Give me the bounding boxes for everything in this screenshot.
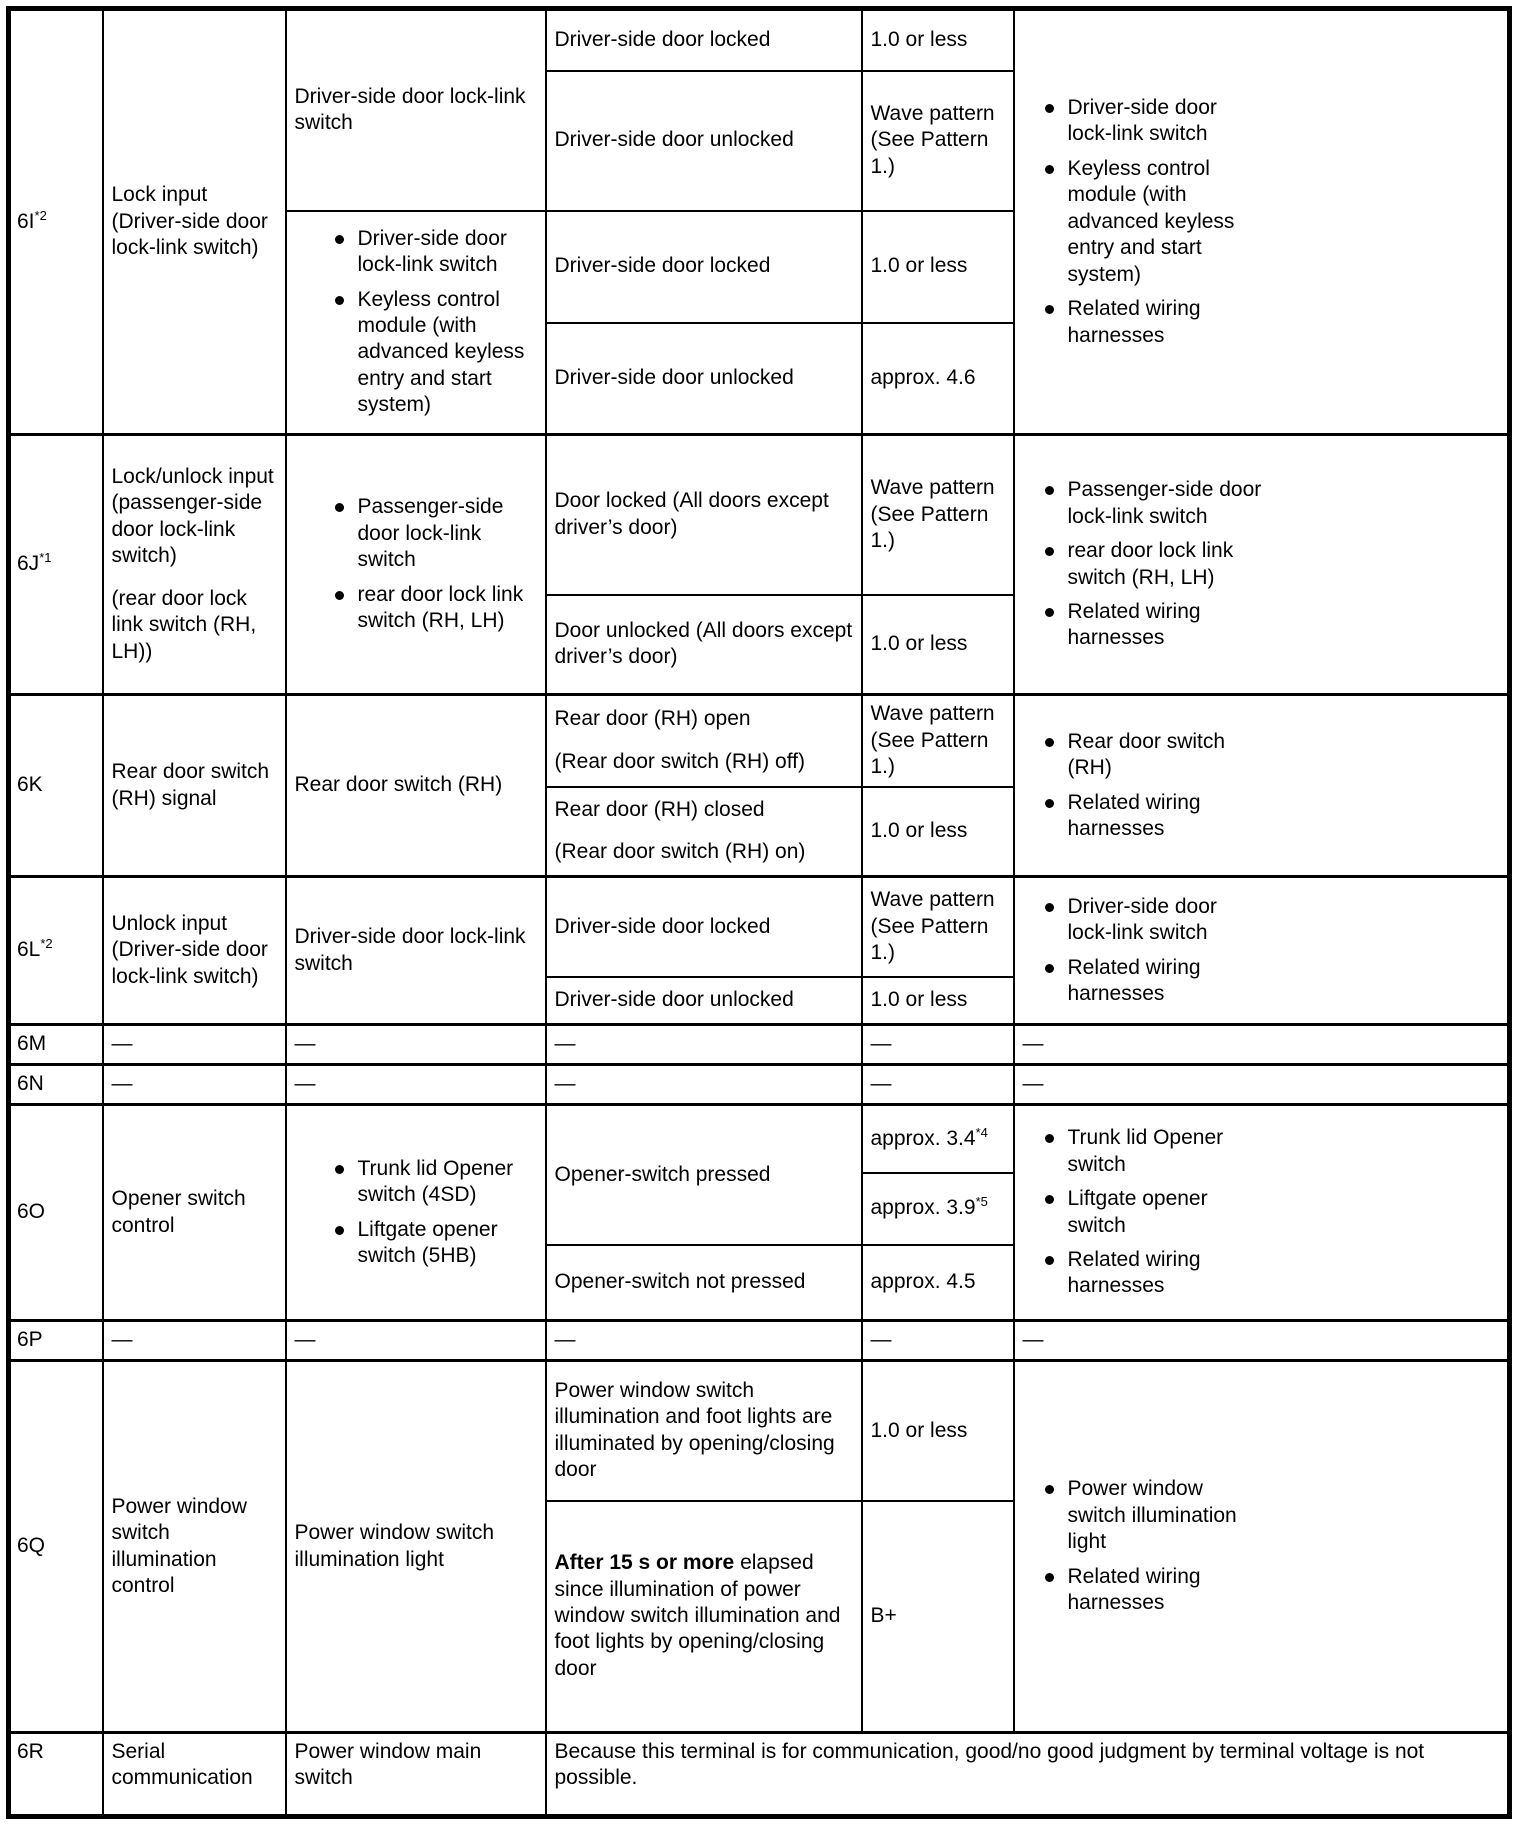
condition-text: Driver-side door unlocked [554, 988, 794, 1012]
bullet-icon [1045, 1573, 1054, 1582]
list-item [1045, 296, 1500, 349]
terminal-id: 6J [17, 552, 40, 576]
bullet-icon [1045, 104, 1054, 113]
connected-text: Driver-side door lock-link switch [294, 84, 526, 135]
bullet-icon [1045, 165, 1054, 174]
inspection-list [1023, 729, 1500, 843]
condition-cell [546, 695, 862, 787]
voltage-cell: — [862, 1065, 1014, 1105]
condition-text: Door locked (All doors except driver’s door) [554, 489, 829, 539]
connected-list [295, 226, 537, 419]
note-cell-6r: Because this terminal is for communication, good/no good judgment by terminal voltage is not possible. [546, 1733, 1510, 1817]
condition-text: Driver-side door locked [554, 254, 771, 278]
bullet-icon [1045, 305, 1054, 314]
bullet-icon [1045, 799, 1054, 808]
connected-cell-6n: — [286, 1065, 546, 1105]
signal-cell-6n: — [103, 1065, 286, 1105]
connected-cell-6q [286, 1361, 546, 1733]
signal-cell-6j [103, 435, 286, 695]
bullet-icon [1045, 486, 1054, 495]
table-row [9, 1321, 1510, 1361]
list-item [1045, 1564, 1500, 1617]
inspection-cell-6n: — [1014, 1065, 1510, 1105]
voltage-cell: — [862, 1025, 1014, 1065]
list-item-text: Rear door switch (RH) [1067, 729, 1226, 780]
bullet-icon [1045, 1485, 1054, 1494]
connected-cell-6k [286, 695, 546, 877]
inspection-list [1023, 894, 1500, 1008]
condition-text: Driver-side door locked [554, 28, 771, 52]
list-item [1045, 1125, 1500, 1178]
condition-cell: — [546, 1025, 862, 1065]
connected-list [295, 1156, 537, 1270]
table-row [9, 1733, 1510, 1817]
bullet-icon [335, 296, 344, 305]
list-item-text: Related wiring harnesses [1067, 1564, 1201, 1615]
list-item [1045, 790, 1500, 843]
connected-text: Power window switch illumination light [294, 1521, 495, 1571]
voltage-cell [862, 435, 1014, 595]
condition-text: Door unlocked (All doors except driver’s door) [554, 618, 853, 669]
condition-cell [546, 211, 862, 323]
list-item [1045, 1476, 1500, 1555]
condition-cell: — [546, 1065, 862, 1105]
list-item-text: Related wiring harnesses [1067, 297, 1201, 347]
connected-cell-6p: — [286, 1321, 546, 1361]
list-item-text: rear door lock link switch (RH, LH) [1067, 539, 1234, 589]
terminal-cell-6l [9, 877, 103, 1025]
bullet-icon [1045, 738, 1054, 747]
list-item [335, 1156, 537, 1209]
bullet-icon [1045, 1256, 1054, 1265]
condition-cell: — [546, 1321, 862, 1361]
condition-cell [546, 71, 862, 211]
terminal-id: 6L [17, 938, 41, 962]
voltage-cell [862, 1173, 1014, 1245]
voltage-text: approx. 4.6 [870, 366, 976, 390]
bullet-icon [1045, 608, 1054, 617]
terminal-cell-6p: 6P [9, 1321, 103, 1361]
signal-cell-6r: Serial communication [103, 1733, 286, 1817]
footnote-ref: *4 [975, 1124, 988, 1140]
voltage-text: B+ [870, 1604, 897, 1628]
voltage-text: approx. 3.4 [870, 1126, 976, 1150]
condition-text: Driver-side door unlocked [554, 128, 794, 152]
terminal-cell-6i [9, 9, 103, 435]
voltage-cell [862, 877, 1014, 977]
list-item [335, 287, 537, 419]
voltage-text: 1.0 or less [870, 28, 968, 52]
footnote-ref: *5 [975, 1194, 988, 1210]
condition-cell [546, 1105, 862, 1245]
terminal-id: 6O [17, 1200, 46, 1224]
voltage-text: 1.0 or less [870, 632, 968, 656]
voltage-cell [862, 1245, 1014, 1321]
condition-cell [546, 1501, 862, 1733]
inspection-cell-6o [1014, 1105, 1510, 1321]
condition-cell [546, 9, 862, 71]
table-row [9, 1025, 1510, 1065]
signal-text: Power window switch illumination control [111, 1494, 247, 1597]
signal-cell-6m: — [103, 1025, 286, 1065]
list-item [1045, 156, 1500, 288]
footnote-ref: *2 [34, 207, 47, 223]
condition-text-rest: elapsed since illumination of power window switch illumination and foot lights by opening/closing door [554, 1551, 841, 1680]
connected-text: Rear door switch (RH) [294, 773, 503, 797]
table-row [9, 1361, 1510, 1501]
bullet-icon [335, 235, 344, 244]
voltage-cell [862, 1501, 1014, 1733]
voltage-cell [862, 695, 1014, 787]
terminal-cell-6j [9, 435, 103, 695]
condition-text-bold: After 15 s or more [554, 1551, 735, 1575]
signal-text: Lock input (Driver-side door lock-link switch) [111, 183, 268, 260]
list-item-text: Passenger-side door lock-link switch [357, 495, 504, 572]
condition-text [555, 1550, 853, 1682]
list-item-text: Related wiring harnesses [1067, 955, 1201, 1005]
voltage-text: Wave pattern (See Pattern 1.) [870, 888, 995, 964]
list-item-text: Trunk lid Opener switch (4SD) [357, 1156, 514, 1207]
signal-cell-6i [103, 9, 286, 435]
list-item-text: Driver-side door lock-link switch [1067, 95, 1217, 146]
condition-text: Rear door (RH) open [554, 707, 751, 731]
bullet-icon [1045, 1195, 1054, 1204]
list-item-text: Related wiring harnesses [1067, 599, 1201, 650]
signal-cell-6l [103, 877, 286, 1025]
condition-text: Rear door (RH) closed [554, 797, 765, 821]
condition-text: Opener-switch not pressed [554, 1270, 806, 1294]
terminal-cell-6n: 6N [9, 1065, 103, 1105]
bullet-icon [1045, 903, 1054, 912]
list-item-text: Liftgate opener switch (5HB) [357, 1217, 498, 1267]
list-item-text: Related wiring harnesses [1067, 1247, 1201, 1298]
voltage-text: 1.0 or less [870, 819, 968, 843]
list-item-text: Driver-side door lock-link switch [357, 226, 507, 277]
condition-text: Power window switch illumination and foot lights are illuminated by opening/closing door [554, 1378, 835, 1482]
voltage-text: approx. 3.9 [870, 1196, 976, 1220]
voltage-text: 1.0 or less [870, 254, 968, 278]
condition-cell [546, 323, 862, 435]
bullet-icon [335, 1165, 344, 1174]
inspection-list [1023, 477, 1500, 652]
connected-cell-6l [286, 877, 546, 1025]
signal-text: Opener switch control [111, 1187, 246, 1237]
terminal-id: 6I [17, 209, 35, 233]
list-item [335, 582, 537, 635]
terminal-id: 6Q [17, 1534, 46, 1558]
inspection-cell-6i [1014, 9, 1510, 435]
voltage-cell [862, 71, 1014, 211]
condition-cell [546, 977, 862, 1025]
connected-cell-6r: Power window main switch [286, 1733, 546, 1817]
inspection-cell-6j [1014, 435, 1510, 695]
condition-text: Driver-side door unlocked [554, 366, 794, 390]
inspection-list [1023, 95, 1500, 349]
list-item [1045, 95, 1500, 148]
voltage-cell [862, 595, 1014, 695]
condition-text: (Rear door switch (RH) on) [554, 840, 806, 864]
condition-cell [546, 1361, 862, 1501]
condition-text: (Rear door switch (RH) off) [554, 749, 806, 773]
inspection-list [1023, 1125, 1500, 1300]
list-item [1045, 477, 1500, 530]
signal-text: Rear door switch (RH) signal [111, 760, 270, 810]
voltage-cell: — [862, 1321, 1014, 1361]
inspection-cell-6k [1014, 695, 1510, 877]
signal-cell-6k [103, 695, 286, 877]
table-row [9, 1065, 1510, 1105]
condition-text: Driver-side door locked [554, 914, 771, 938]
voltage-cell [862, 1361, 1014, 1501]
condition-cell [546, 435, 862, 595]
footnote-ref: *1 [39, 550, 52, 566]
voltage-cell [862, 9, 1014, 71]
connected-cell-6j [286, 435, 546, 695]
terminal-id: 6K [17, 773, 43, 797]
list-item [1045, 955, 1500, 1008]
connected-cell-6o [286, 1105, 546, 1321]
list-item-text: Driver-side door lock-link switch [1067, 894, 1217, 945]
connected-list [295, 494, 537, 634]
list-item [1045, 1186, 1500, 1239]
list-item [1045, 729, 1500, 782]
list-item [335, 226, 537, 279]
list-item-text: rear door lock link switch (RH, LH) [357, 582, 524, 633]
terminal-cell-6r: 6R [9, 1733, 103, 1817]
list-item [1045, 894, 1500, 947]
condition-cell [546, 877, 862, 977]
condition-text: Opener-switch pressed [554, 1162, 771, 1186]
signal-cell-6q [103, 1361, 286, 1733]
voltage-cell [862, 211, 1014, 323]
terminal-cell-6q [9, 1361, 103, 1733]
list-item-text: Power window switch illumination light [1067, 1477, 1237, 1554]
signal-text: Unlock input (Driver-side door lock-link switch) [111, 911, 268, 988]
terminal-cell-6o [9, 1105, 103, 1321]
signal-text: Lock/unlock input (passenger-side door lock-link switch) [111, 464, 274, 568]
list-item-text: Keyless control module (with advanced keyless entry and start system) [357, 287, 525, 417]
condition-cell [546, 1245, 862, 1321]
voltage-text: approx. 4.5 [870, 1270, 976, 1294]
bullet-icon [335, 591, 344, 600]
footnote-ref: *2 [40, 936, 53, 952]
voltage-cell [862, 1105, 1014, 1173]
voltage-text: 1.0 or less [870, 1418, 968, 1442]
connected-cell-6i-b [286, 211, 546, 435]
inspection-list [1023, 1476, 1500, 1616]
list-item [1045, 599, 1500, 652]
signal-cell-6o [103, 1105, 286, 1321]
signal-cell-6p: — [103, 1321, 286, 1361]
voltage-cell [862, 977, 1014, 1025]
bullet-icon [335, 1226, 344, 1235]
list-item [1045, 1247, 1500, 1300]
terminal-cell-6k [9, 695, 103, 877]
list-item-text: Trunk lid Opener switch [1067, 1126, 1224, 1176]
condition-cell [546, 787, 862, 877]
bullet-icon [1045, 547, 1054, 556]
table-row [9, 877, 1510, 977]
terminal-voltage-table [6, 6, 1512, 1819]
inspection-cell-6l [1014, 877, 1510, 1025]
bullet-icon [1045, 964, 1054, 973]
inspection-cell-6p: — [1014, 1321, 1510, 1361]
bullet-icon [335, 503, 344, 512]
table-row [9, 695, 1510, 787]
table-row [9, 1105, 1510, 1173]
bullet-icon [1045, 1134, 1054, 1143]
list-item [335, 1217, 537, 1270]
list-item-text: Related wiring harnesses [1067, 790, 1201, 840]
terminal-cell-6m: 6M [9, 1025, 103, 1065]
voltage-text: Wave pattern (See Pattern 1.) [870, 101, 995, 178]
connected-cell-6m: — [286, 1025, 546, 1065]
list-item [335, 494, 537, 573]
table-row [9, 435, 1510, 595]
voltage-text: 1.0 or less [870, 988, 968, 1012]
list-item [1045, 538, 1500, 591]
connected-text: Driver-side door lock-link switch [294, 925, 526, 975]
connected-cell-6i-a [286, 9, 546, 211]
list-item-text: Keyless control module (with advanced keyless entry and start system) [1067, 156, 1235, 286]
table-row [9, 9, 1510, 71]
inspection-cell-6m: — [1014, 1025, 1510, 1065]
voltage-cell [862, 787, 1014, 877]
voltage-text: Wave pattern (See Pattern 1.) [870, 702, 995, 778]
list-item-text: Passenger-side door lock-link switch [1067, 478, 1262, 528]
voltage-cell [862, 323, 1014, 435]
signal-text: (rear door lock link switch (RH, LH)) [111, 586, 257, 663]
list-item-text: Liftgate opener switch [1067, 1187, 1208, 1237]
inspection-cell-6q [1014, 1361, 1510, 1733]
condition-cell [546, 595, 862, 695]
voltage-text: Wave pattern (See Pattern 1.) [870, 476, 995, 552]
